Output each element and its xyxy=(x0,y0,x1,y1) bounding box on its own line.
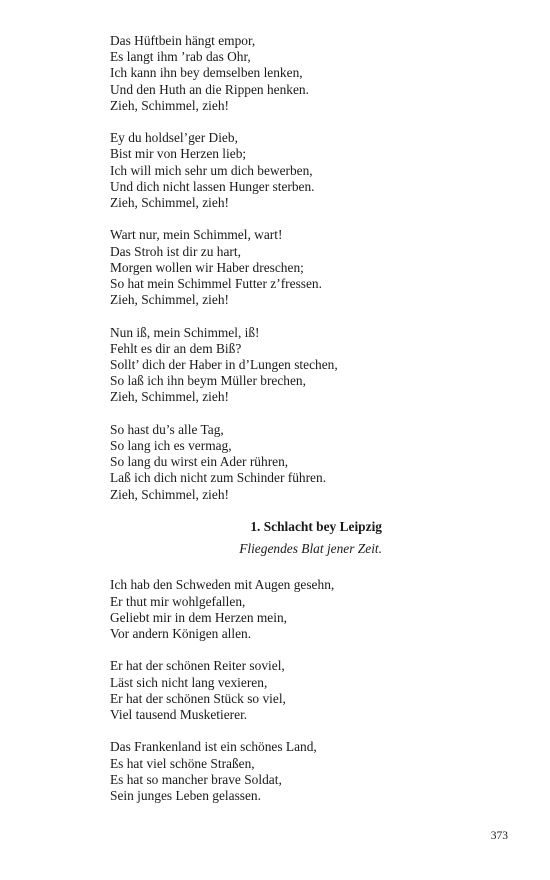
section-subtitle: Fliegendes Blat jener Zeit. xyxy=(239,541,382,557)
verse-line: Es hat viel schöne Straßen, xyxy=(110,755,255,771)
verse-line: Es langt ihm ’rab das Ohr, xyxy=(110,49,251,65)
verse-line: Zieh, Schimmel, zieh! xyxy=(110,292,229,308)
verse-line: So hast du’s alle Tag, xyxy=(110,421,224,437)
verse-line: Läst sich nicht lang vexieren, xyxy=(110,674,268,690)
verse-line: So hat mein Schimmel Futter z’fressen. xyxy=(110,276,322,292)
stanza xyxy=(110,739,410,804)
verse-line: Morgen wollen wir Haber dreschen; xyxy=(110,259,304,275)
verse-line: Nun iß, mein Schimmel, iß! xyxy=(110,324,260,340)
page-content xyxy=(110,33,410,820)
stanza xyxy=(110,33,410,114)
verse-line: Zieh, Schimmel, zieh! xyxy=(110,486,229,502)
verse-line: Zieh, Schimmel, zieh! xyxy=(110,97,229,113)
verse-line: Viel tausend Musketierer. xyxy=(110,707,248,723)
stanza xyxy=(110,658,410,723)
verse-line: Ich hab den Schweden mit Augen gesehn, xyxy=(110,577,335,593)
verse-line: Das Stroh ist dir zu hart, xyxy=(110,243,241,259)
stanza xyxy=(110,325,410,406)
verse-line: Wart nur, mein Schimmel, wart! xyxy=(110,227,283,243)
verse-line: Zieh, Schimmel, zieh! xyxy=(110,389,229,405)
stanza xyxy=(110,130,410,211)
stanza xyxy=(110,422,410,503)
verse-line: Es hat so mancher brave Soldat, xyxy=(110,771,282,787)
section-heading xyxy=(110,519,382,557)
verse-line: Er hat der schönen Reiter soviel, xyxy=(110,658,285,674)
verse-line: Sollt’ dich der Haber in d’Lungen stechen, xyxy=(110,357,338,373)
verse-line: Vor andern Königen allen. xyxy=(110,626,252,642)
verse-line: Zieh, Schimmel, zieh! xyxy=(110,195,229,211)
verse-line: Bist mir von Herzen lieb; xyxy=(110,146,247,162)
verse-line: So lang ich es vermag, xyxy=(110,438,232,454)
stanza xyxy=(110,577,410,642)
section-title: 1. Schlacht bey Leipzig xyxy=(250,519,382,535)
verse-line: Und dich nicht lassen Hunger sterben. xyxy=(110,178,315,194)
verse-line: Und den Huth an die Rippen henken. xyxy=(110,81,309,97)
stanza xyxy=(110,227,410,308)
verse-line: Fehlt es dir an dem Biß? xyxy=(110,340,242,356)
verse-line: So lang du wirst ein Ader rühren, xyxy=(110,454,289,470)
verse-line: Geliebt mir in dem Herzen mein, xyxy=(110,609,287,625)
verse-line: Sein junges Leben gelassen. xyxy=(110,788,261,804)
verse-line: So laß ich ihn beym Müller brechen, xyxy=(110,373,306,389)
verse-line: Das Frankenland ist ein schönes Land, xyxy=(110,739,317,755)
verse-line: Er hat der schönen Stück so viel, xyxy=(110,690,286,706)
verse-line: Laß ich dich nicht zum Schinder führen. xyxy=(110,470,327,486)
verse-line: Ich will mich sehr um dich bewerben, xyxy=(110,162,313,178)
verse-line: Ey du holdsel’ger Dieb, xyxy=(110,130,238,146)
page-number: 373 xyxy=(490,830,508,842)
verse-line: Ich kann ihn bey demselben lenken, xyxy=(110,65,303,81)
verse-line: Das Hüftbein hängt empor, xyxy=(110,33,256,48)
verse-line: Er thut mir wohlgefallen, xyxy=(110,593,246,609)
